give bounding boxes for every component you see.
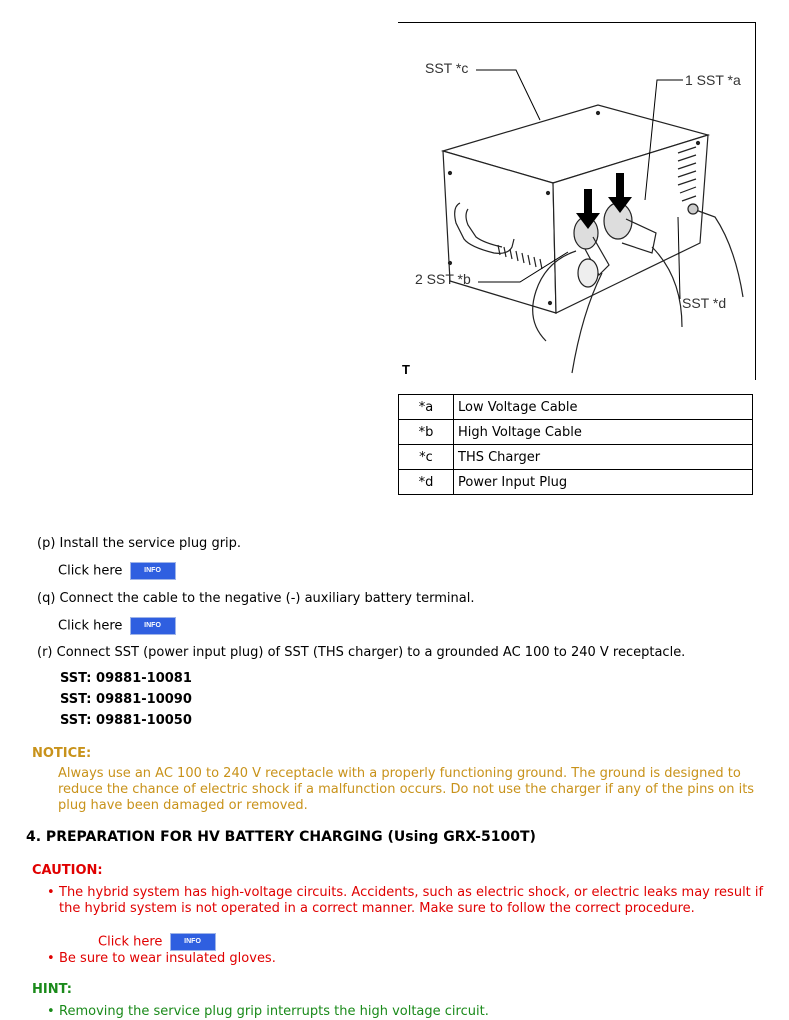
click-here-link-caution[interactable] [98, 933, 216, 951]
notice-text: Always use an AC 100 to 240 V receptacle with a properly functioning ground. The ground is designed to reduce the chance of electric shock if a malfunction occurs. Do not use the charger if any of the pins on its plug have been damaged or removed. [58, 766, 755, 813]
legend-value: THS Charger [454, 445, 753, 470]
click-here-label[interactable]: Click here [58, 563, 123, 579]
hint-item [47, 1004, 767, 1020]
hint-heading: HINT: [32, 982, 72, 997]
legend-key: *c [399, 445, 454, 470]
step-q: (q) Connect the cable to the negative (-) auxiliary battery terminal. [37, 591, 475, 606]
legend-value: Low Voltage Cable [454, 395, 753, 420]
table-row [399, 395, 753, 420]
caution-item-text: The hybrid system has high-voltage circuits. Accidents, such as electric shock, or electric leaks may result if the hybrid system is not operated in a correct manner. Make sure to follow the correct procedure. [59, 885, 764, 916]
table-row [399, 470, 753, 495]
legend-key: *b [399, 420, 454, 445]
sst-number: SST: 09881-10090 [60, 692, 192, 707]
hint-item-text: Removing the service plug grip interrupts the high voltage circuit. [59, 1004, 489, 1019]
step-p: (p) Install the service plug grip. [37, 536, 242, 551]
callout-sst-b: 2 SST *b [415, 271, 471, 287]
legend-key: *a [399, 395, 454, 420]
caution-heading: CAUTION: [32, 863, 103, 878]
table-row [399, 445, 753, 470]
caution-item-text: Be sure to wear insulated gloves. [59, 951, 276, 966]
click-here-label[interactable]: Click here [98, 934, 163, 950]
info-button[interactable]: INFO [130, 562, 176, 580]
table-row [399, 420, 753, 445]
sst-number: SST: 09881-10081 [60, 671, 192, 686]
bullet: • [47, 951, 55, 966]
legend-key: *d [399, 470, 454, 495]
callout-sst-a: 1 SST *a [685, 72, 741, 88]
notice-heading: NOTICE: [32, 746, 92, 761]
legend-value: High Voltage Cable [454, 420, 753, 445]
caution-item [47, 951, 767, 967]
section-title: 4. PREPARATION FOR HV BATTERY CHARGING (Using GRX-5100T) [26, 829, 536, 845]
charger-illustration [398, 22, 756, 380]
info-button[interactable]: INFO [170, 933, 216, 951]
callout-sst-c: SST *c [425, 60, 469, 76]
click-here-link-q[interactable] [58, 617, 176, 635]
info-button[interactable]: INFO [130, 617, 176, 635]
caution-item [47, 885, 767, 917]
step-r: (r) Connect SST (power input plug) of SST (THS charger) to a grounded AC 100 to 240 V receptacle. [37, 645, 686, 660]
callout-sst-d: SST *d [682, 295, 727, 311]
click-here-link-p[interactable] [58, 562, 176, 580]
bullet: • [47, 885, 55, 900]
sst-number: SST: 09881-10050 [60, 713, 192, 728]
legend-table [398, 394, 753, 495]
figure-letter: T [402, 362, 410, 377]
legend-value: Power Input Plug [454, 470, 753, 495]
bullet: • [47, 1004, 55, 1019]
click-here-label[interactable]: Click here [58, 618, 123, 634]
